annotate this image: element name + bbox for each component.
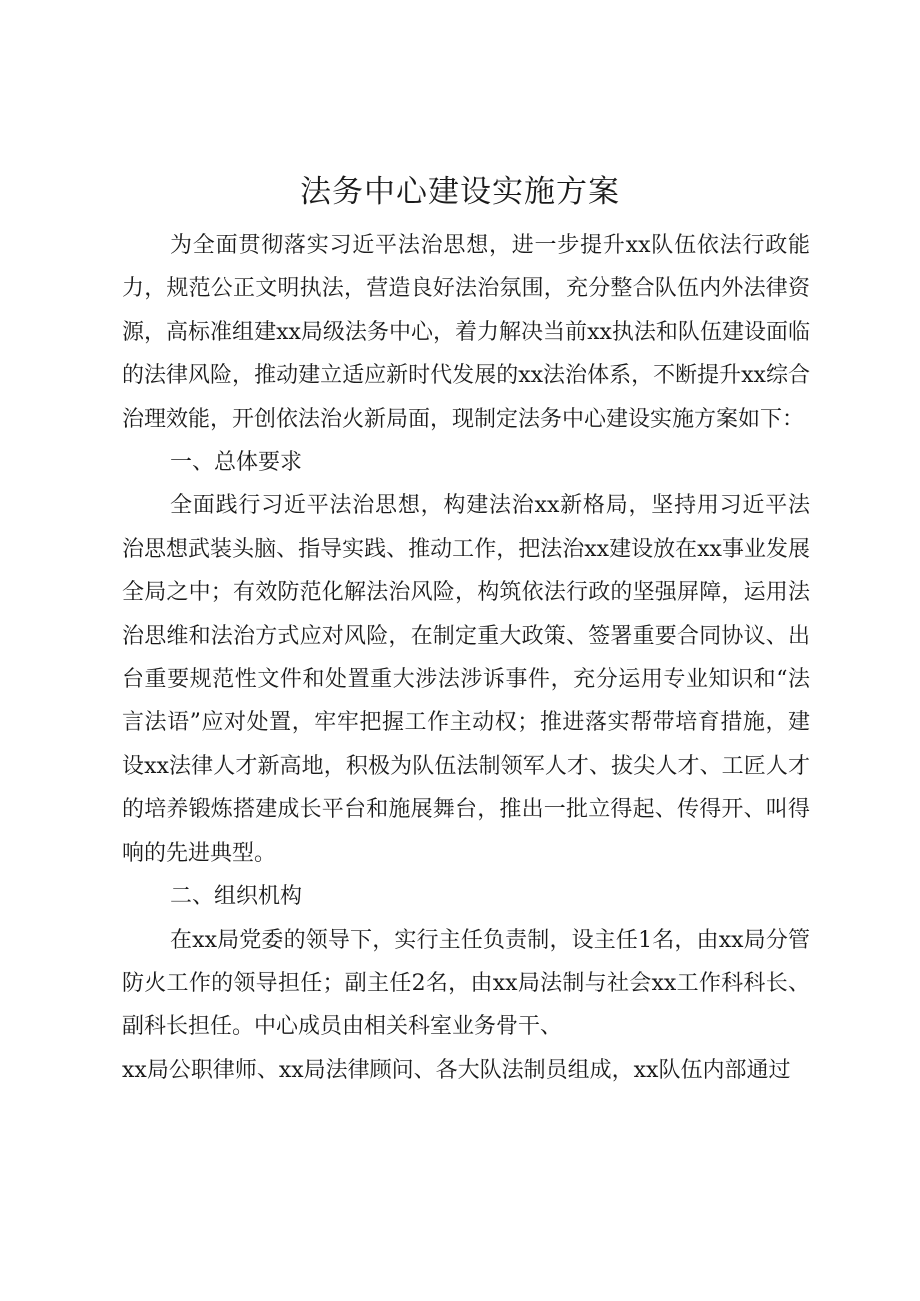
- section-heading-general-requirements: 一、总体要求: [170, 450, 303, 476]
- organization-paragraph: 在xx局党委的领导下，实行主任负责制，设主任1名，由xx局分管防火工作的领导担任；副主任2名，由xx局法制与社会xx工作科科长、副科长担任。中心成员由相关科室业务骨干、: [122, 927, 810, 1040]
- section-heading-organization: 二、组织机构: [170, 884, 303, 910]
- document-body: [122, 224, 810, 1092]
- organization-paragraph-continued: xx局公职律师、xx局法律顾问、各大队法制员组成，xx队伍内部通过: [122, 1057, 791, 1083]
- intro-paragraph: 为全面贯彻落实习近平法治思想，进一步提升xx队伍依法行政能力，规范公正文明执法，营造良好法治氛围，充分整合队伍内外法律资源，高标准组建xx局级法务中心，着力解决当前xx执法和队伍建设面临的法律风险，推动建立适应新时代发展的xx法治体系，不断提升xx综合治理效能，开创依法治火新局面，现制定法务中心建设实施方案如下：: [122, 233, 810, 432]
- document-title: 法务中心建设实施方案: [300, 174, 620, 210]
- general-requirements-paragraph: 全面践行习近平法治思想，构建法治xx新格局，坚持用习近平法治思想武装头脑、指导实践、推动工作，把法治xx建设放在xx事业发展全局之中；有效防范化解法治风险，构筑依法行政的坚强屏障，运用法治思维和法治方式应对风险，在制定重大政策、签署重要合同协议、出台重要规范性文件和处置重大涉法涉诉事件，充分运用专业知识和“法言法语”应对处置，牢牢把握工作主动权；推进落实帮带培育措施，建设xx法律人才新高地，积极为队伍法制领军人才、拔尖人才、工匠人才的培养锻炼搭建成长平台和施展舞台，推出一批立得起、传得开、叫得响的先进典型。: [122, 493, 810, 866]
